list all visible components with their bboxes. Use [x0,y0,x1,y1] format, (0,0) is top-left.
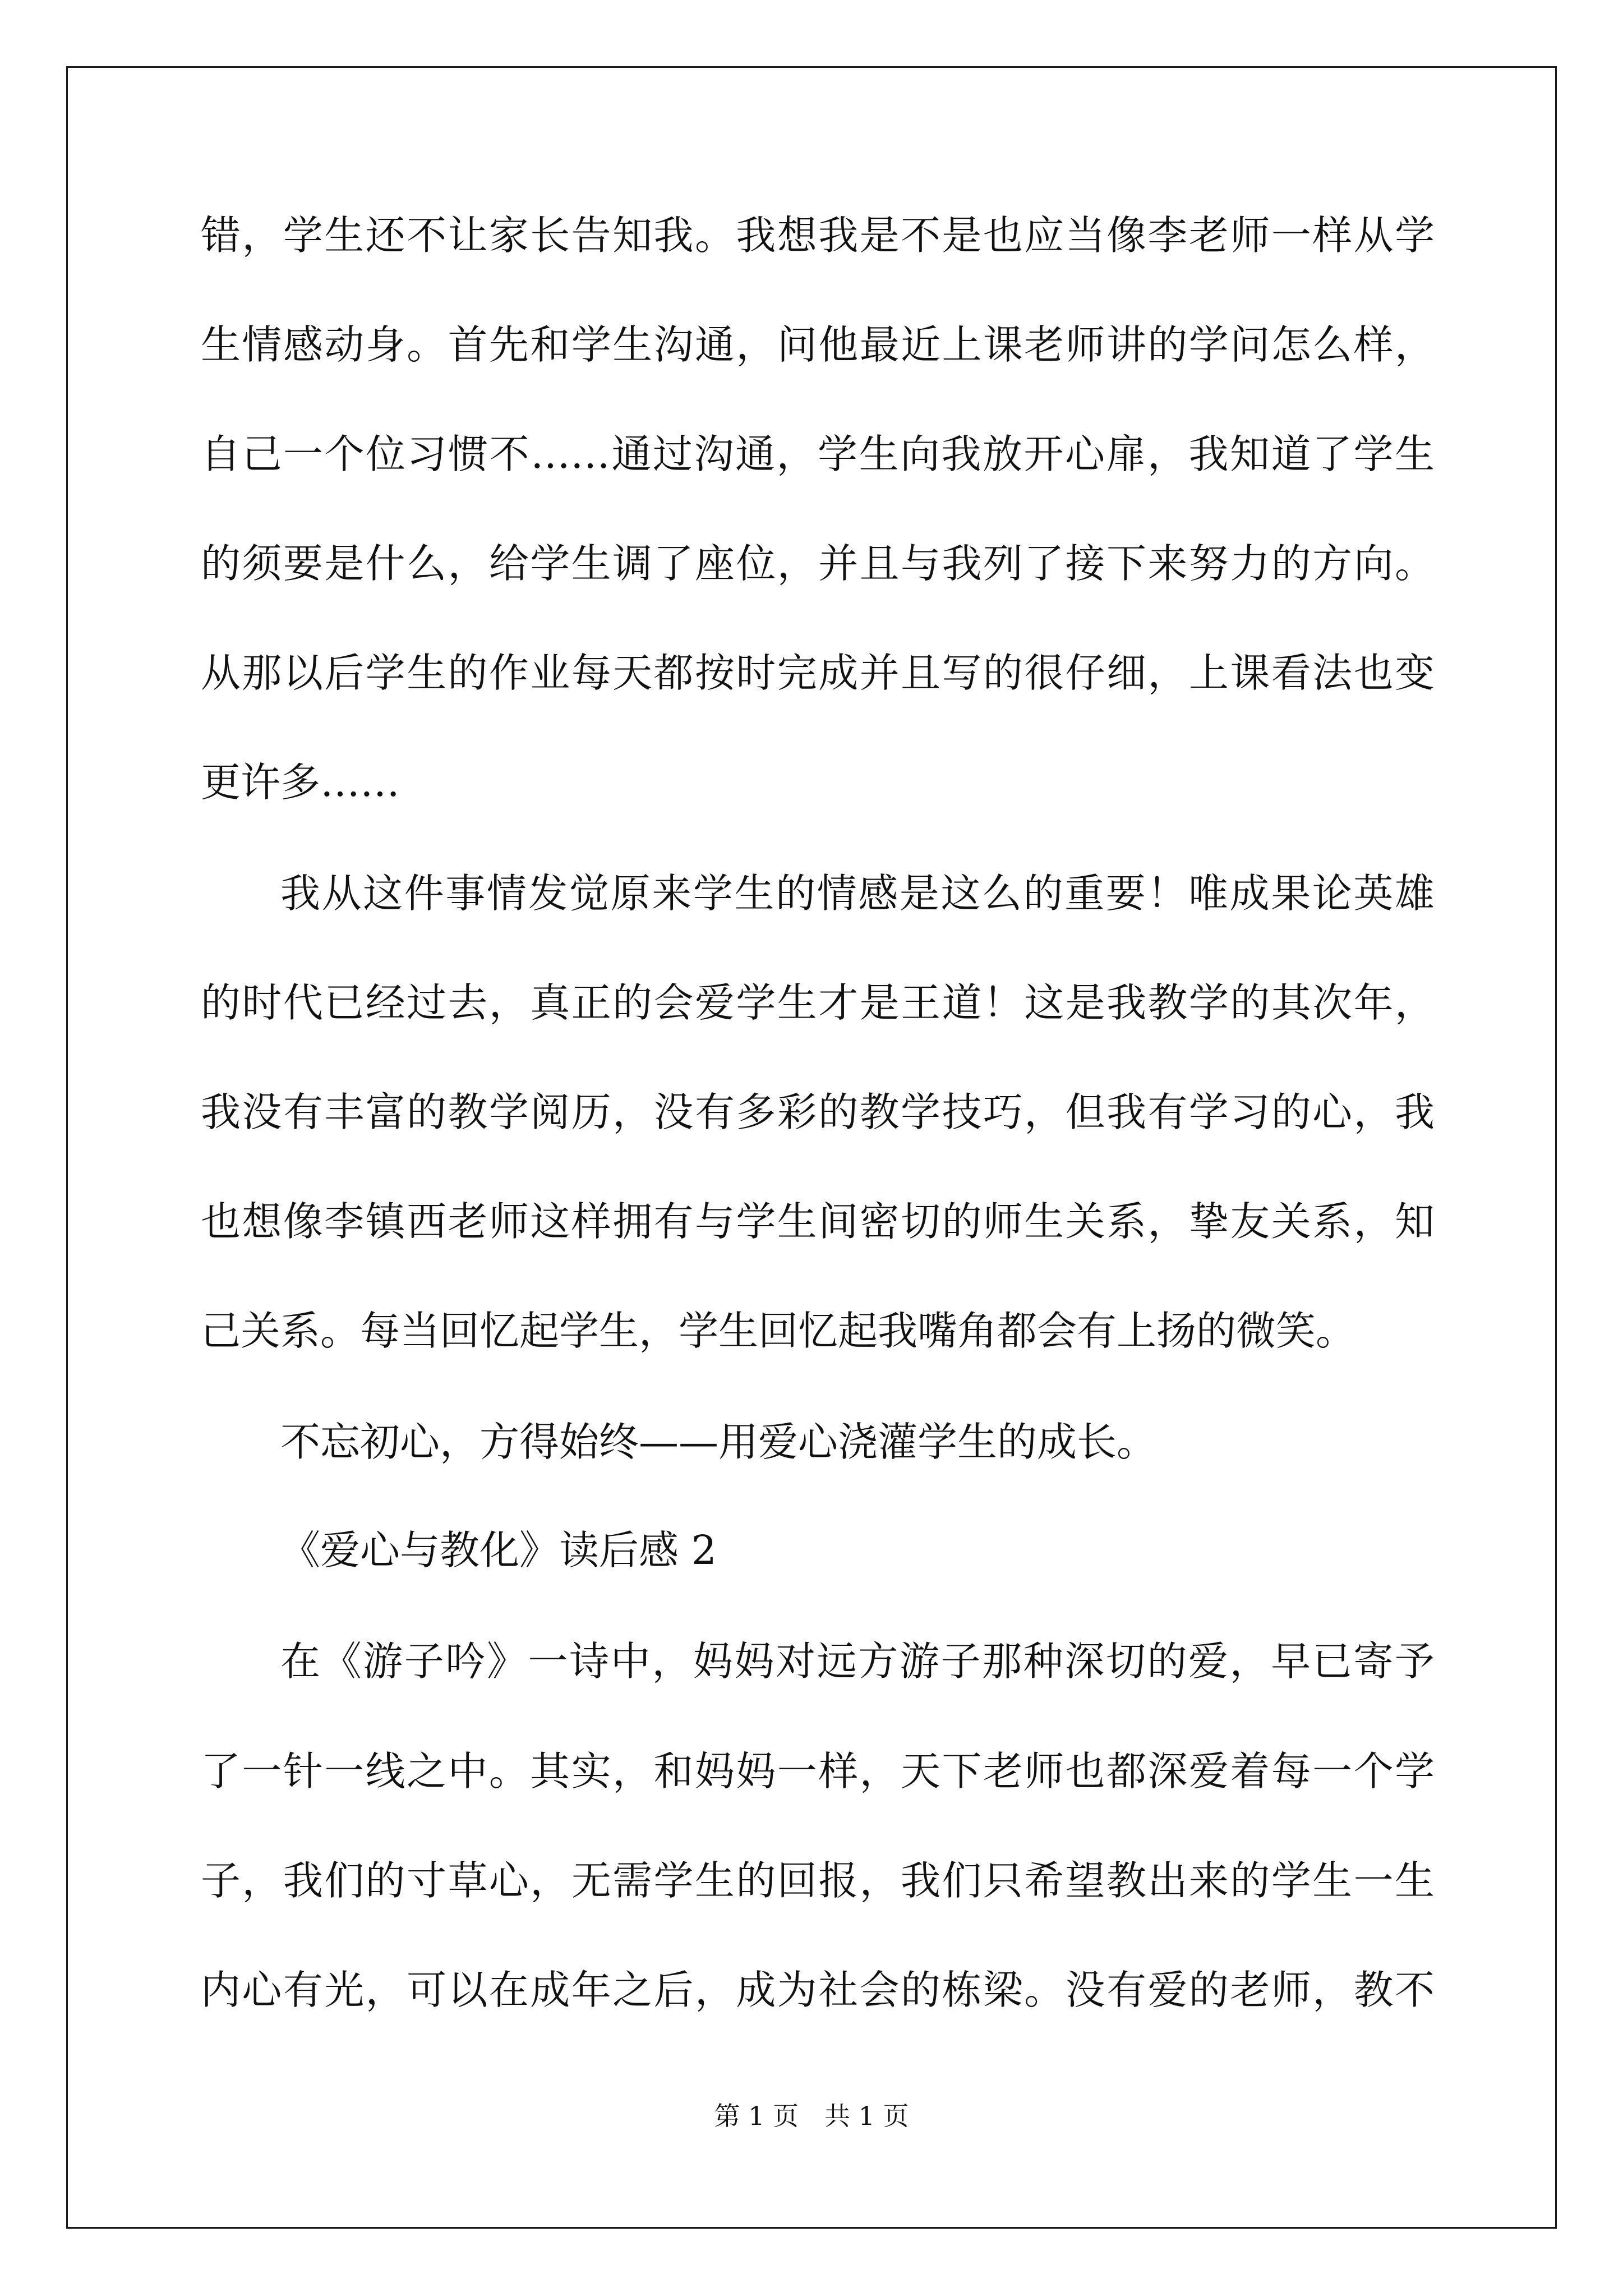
text-line: 内心有光，可以在成年之后，成为社会的栋梁。没有爱的老师，教不 [201,1967,1435,2013]
text-line: 也想像李镇西老师这样拥有与学生间密切的师生关系，挚友关系，知 [201,1198,1435,1245]
text-line: 错，学生还不让家长告知我。我想我是不是也应当像李老师一样从学 [201,212,1435,259]
text-line: 己关系。每当回忆起学生，学生回忆起我嘴角都会有上扬的微笑。 [201,1308,1356,1354]
text-line: 子，我们的寸草心，无需学生的回报，我们只希望教出来的学生一生 [201,1857,1435,1904]
paragraph-start-line: 在《游子吟》一诗中，妈妈对远方游子那种深切的爱，早已寄予 [280,1638,1435,1685]
text-line: 更许多…… [201,759,400,806]
page-footer: 第 1 页 共 1 页 [714,2101,909,2131]
text-line: 自己一个位习惯不……通过沟通，学生向我放开心扉，我知道了学生 [201,431,1435,477]
text-line: 我没有丰富的教学阅历，没有多彩的教学技巧，但我有学习的心，我 [201,1089,1435,1135]
text-line: 的时代已经过去，真正的会爱学生才是王道！这是我教学的其次年， [201,979,1435,1026]
paragraph-start-line: 我从这件事情发觉原来学生的情感是这么的重要！唯成果论英雄 [280,870,1435,917]
text-line: 从那以后学生的作业每天都按时完成并且写的很仔细，上课看法也变 [201,650,1435,696]
section-heading: 《爱心与教化》读后感 2 [280,1527,717,1573]
paragraph-start-line: 不忘初心，方得始终——用爱心浇灌学生的成长。 [280,1419,1157,1465]
text-line: 的须要是什么，给学生调了座位，并且与我列了接下来努力的方向。 [201,540,1435,587]
text-line: 生情感动身。首先和学生沟通，问他最近上课老师讲的学问怎么样， [201,321,1435,368]
text-line: 了一针一线之中。其实，和妈妈一样，天下老师也都深爱着每一个学 [201,1748,1435,1795]
